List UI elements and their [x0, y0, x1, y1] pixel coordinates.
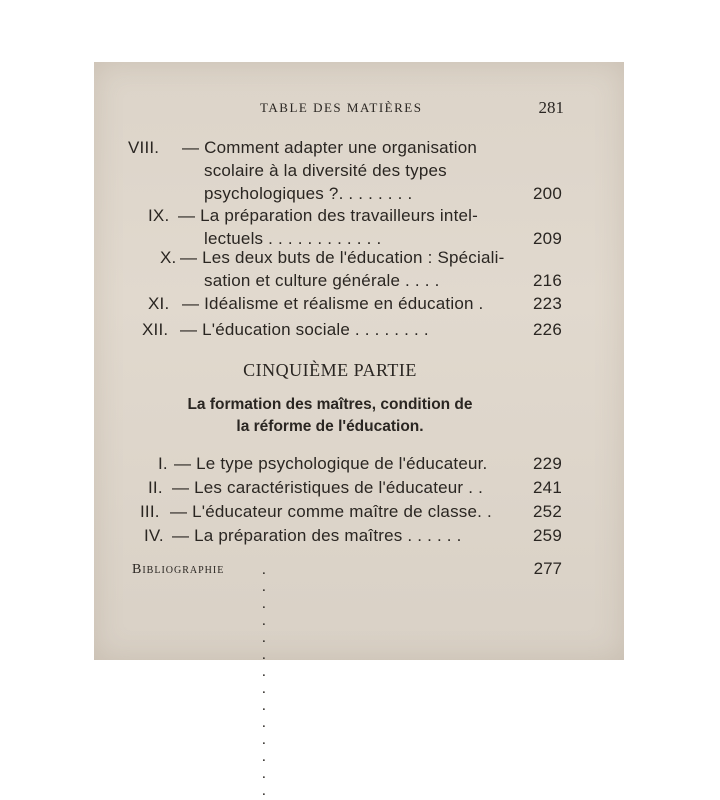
entry-line: sation et culture générale . . . .: [204, 271, 440, 290]
entry-number: XII.: [142, 320, 169, 339]
part-subtitle: [94, 394, 624, 438]
entry-line: — Idéalisme et réalisme en éducation .: [182, 294, 484, 313]
toc-entry: [94, 136, 624, 206]
entry-number: III.: [140, 502, 160, 521]
toc-entry: [94, 318, 624, 341]
entry-page: 209: [533, 229, 562, 248]
entry-page: 216: [533, 271, 562, 290]
entry-page: 259: [533, 526, 562, 545]
bibliography-page: 277: [533, 559, 562, 578]
bibliography-label: Bibliographie: [132, 562, 225, 577]
entry-number: II.: [148, 478, 163, 497]
entry-line: — L'éducation sociale . . . . . . . .: [180, 320, 429, 339]
entry-number: IX.: [148, 206, 170, 225]
toc-entry: [94, 204, 624, 252]
toc-entry: [94, 500, 624, 523]
page-header: [94, 100, 624, 120]
leader-dots: . . . . . . . . . . . . . .: [262, 562, 274, 799]
toc-entry: [94, 452, 624, 475]
entry-number: XI.: [148, 294, 170, 313]
entry-page: 200: [533, 184, 562, 203]
entry-number: VIII.: [128, 138, 160, 157]
part-title: CINQUIÈME PARTIE: [243, 360, 417, 380]
entry-page: 223: [533, 294, 562, 313]
running-title: TABLE DES MATIÈRES: [260, 100, 423, 115]
entry-page: 252: [533, 502, 562, 521]
entry-line: — Les deux buts de l'éducation : Spéciali-: [180, 248, 505, 267]
entry-line: lectuels . . . . . . . . . . . .: [204, 229, 382, 248]
entry-line: — Comment adapter une organisation: [182, 138, 478, 157]
toc-entry: [94, 476, 624, 499]
part-subtitle-line: la réforme de l'éducation.: [236, 418, 424, 435]
entry-line: — Les caractéristiques de l'éducateur . .: [172, 478, 483, 497]
entry-line: scolaire à la diversité des types: [204, 161, 447, 180]
entry-number: X.: [160, 248, 177, 267]
entry-page: 229: [533, 454, 562, 473]
entry-line: — La préparation des maîtres . . . . . .: [172, 526, 462, 545]
entry-line: psychologiques ?. . . . . . . .: [204, 184, 413, 203]
entry-number: I.: [158, 454, 168, 473]
toc-entry: [94, 292, 624, 315]
entry-line: — Le type psychologique de l'éducateur.: [174, 454, 488, 473]
toc-entry: [94, 524, 624, 547]
entry-number: IV.: [144, 526, 164, 545]
bibliography-entry: [132, 562, 274, 799]
book-page: [94, 62, 624, 799]
toc-entry: [94, 246, 624, 294]
page-number: 281: [538, 98, 564, 117]
entry-page: 226: [533, 320, 562, 339]
entry-line: — L'éducateur comme maître de classe. .: [170, 502, 492, 521]
entry-line: — La préparation des travailleurs intel-: [178, 206, 478, 225]
entry-page: 241: [533, 478, 562, 497]
part-subtitle-line: La formation des maîtres, condition de: [187, 396, 473, 413]
